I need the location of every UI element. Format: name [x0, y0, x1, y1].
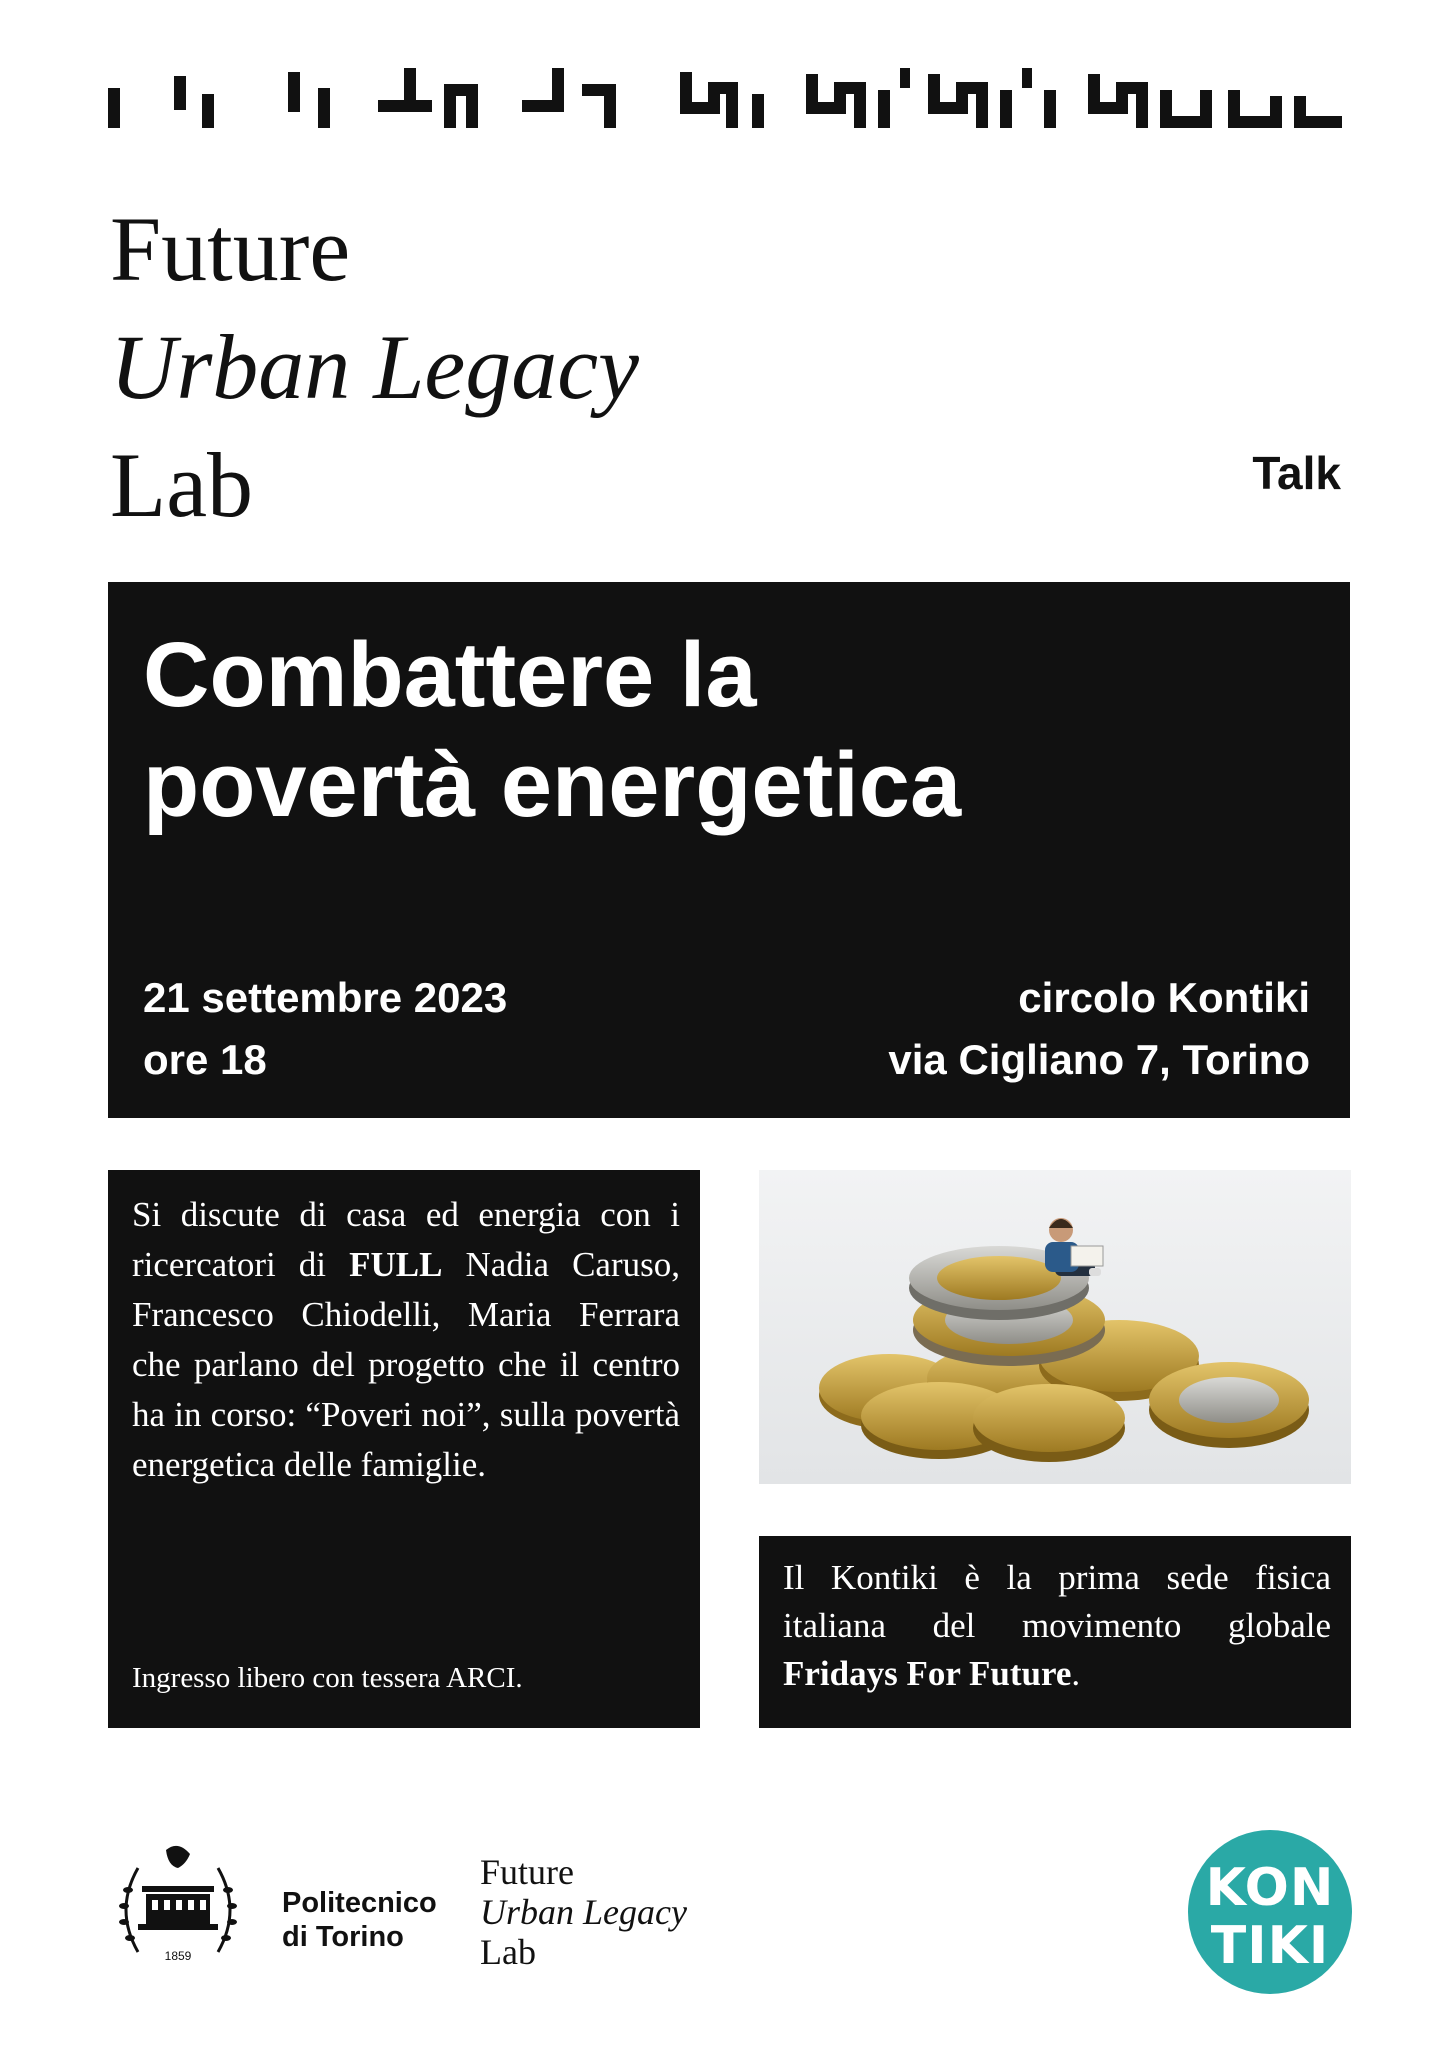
masthead-line-lab: Lab: [110, 434, 254, 536]
description-text: [132, 1190, 680, 1490]
politecnico-name: [282, 1886, 437, 1954]
entry-note: Ingresso libero con tessera ARCI.: [132, 1662, 523, 1694]
kontiki-info-box: [759, 1536, 1351, 1728]
politecnico-line2: di Torino: [282, 1921, 404, 1953]
full-logo-line1: Future: [480, 1852, 574, 1892]
politecnico-seal-logo: [108, 1840, 248, 1980]
coins-photo: [759, 1170, 1351, 1484]
kontiki-logo: [1188, 1830, 1352, 1994]
description-highlight: FULL: [349, 1245, 443, 1284]
kontiki-info-part1: Il Kontiki è la prima sede fisica italiana del movimento globale: [783, 1558, 1331, 1645]
full-lab-logo: [480, 1852, 687, 1972]
event-location: [888, 967, 1310, 1091]
full-logo-line2: Urban Legacy: [480, 1892, 687, 1932]
event-datetime: [143, 967, 507, 1091]
decorative-glyph-strip: [108, 66, 1344, 132]
masthead-title: [110, 190, 639, 544]
description-part2: Nadia Caruso, Francesco Chiodelli, Maria Ferrara che parlano del progetto che il centro ha in corso: “Poveri noi”, sulla povertà energetica delle famiglie.: [132, 1245, 680, 1484]
event-date: 21 settembre 2023: [143, 974, 508, 1021]
kontiki-info-part2: .: [1071, 1654, 1081, 1693]
description-box: [108, 1170, 700, 1728]
kontiki-info-text: [783, 1554, 1331, 1698]
hero-box: [108, 582, 1350, 1118]
kontiki-logo-line1: KON: [1205, 1858, 1335, 1918]
full-logo-line3: Lab: [480, 1932, 536, 1972]
kontiki-logo-line2: TIKI: [1210, 1916, 1330, 1976]
event-address: via Cigliano 7, Torino: [888, 1036, 1310, 1083]
masthead-line-future: Future: [110, 198, 351, 300]
masthead-line-urban-legacy: Urban Legacy: [110, 316, 639, 418]
event-title: [143, 620, 961, 840]
seal-year: 1859: [164, 1949, 192, 1963]
politecnico-line1: Politecnico: [282, 1887, 437, 1919]
event-type-label: Talk: [1252, 447, 1341, 499]
event-time: ore 18: [143, 1036, 267, 1083]
description-part1: Si discute di casa ed energia con i ricercatori di: [132, 1195, 680, 1284]
event-title-line1: Combattere la: [143, 624, 757, 726]
fridays-for-future-link: Fridays For Future: [783, 1654, 1072, 1693]
event-title-line2: povertà energetica: [143, 734, 962, 836]
event-venue: circolo Kontiki: [1018, 974, 1310, 1021]
